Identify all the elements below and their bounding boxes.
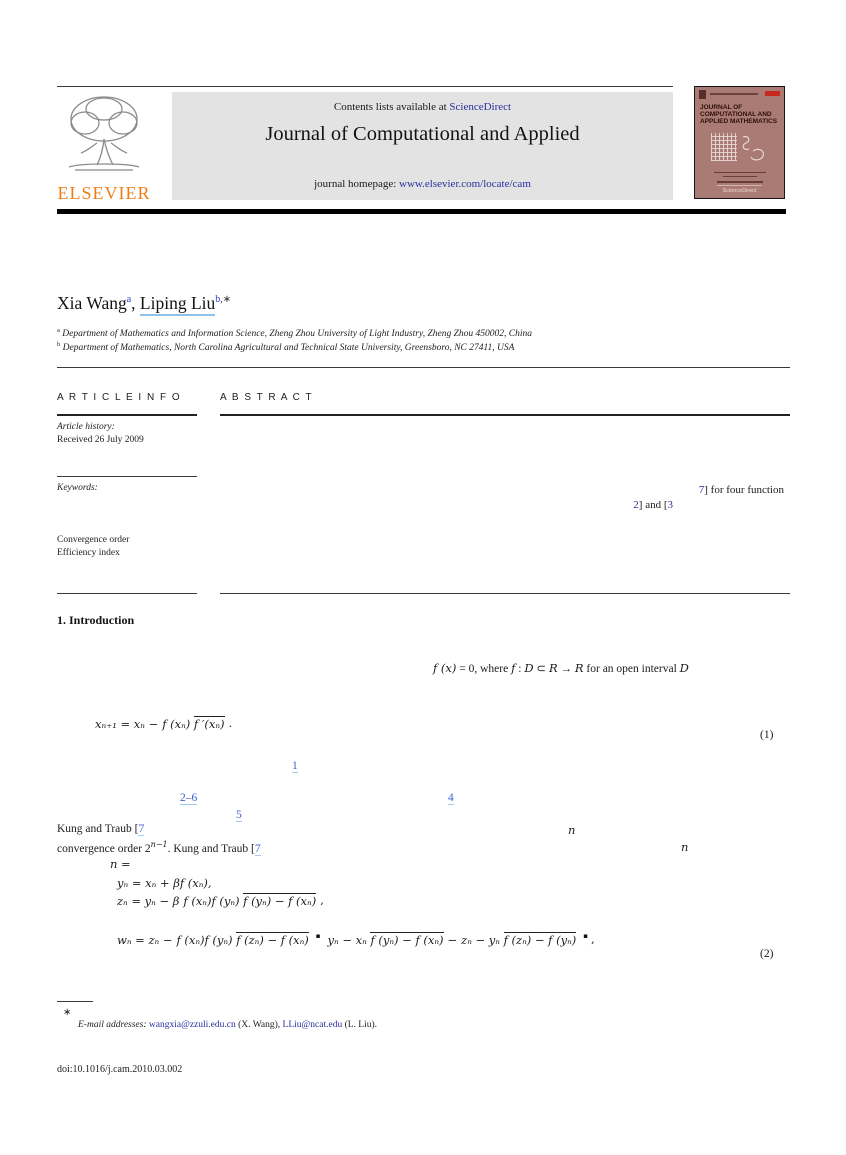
received-date: Received 26 July 2009 — [57, 435, 144, 445]
sciencedirect-link[interactable]: ScienceDirect — [449, 101, 512, 113]
eq1-denominator: f ′(xₙ) — [193, 717, 225, 731]
author-separator: , — [131, 293, 140, 313]
text: for an open interval — [583, 663, 680, 675]
text: . Kung and Traub [ — [167, 842, 255, 855]
text: Kung and Traub [ — [57, 823, 139, 835]
abstract-cite-7-link[interactable]: 7 — [698, 484, 705, 496]
abstract-fragment-1 — [220, 484, 784, 496]
math-D: D — [524, 661, 534, 675]
math-n-variable: n — [568, 823, 576, 837]
abstract-fragment-2-text: ] and [ — [638, 499, 668, 511]
header-top-rule — [57, 86, 673, 87]
citation-7-link[interactable]: 7 — [254, 842, 261, 855]
keywords-divider-rule — [57, 476, 197, 477]
eq2l2-comma: , — [320, 893, 324, 907]
elsevier-tree-icon — [61, 93, 147, 177]
email-wangxia-link[interactable]: wangxia@zzuli.edu.cn — [148, 1020, 236, 1030]
affiliation-a — [57, 327, 532, 339]
citation-1-link[interactable]: 1 — [292, 760, 298, 772]
contents-prefix: Contents lists available at — [333, 101, 450, 113]
paragraph-line-1 — [57, 823, 144, 835]
article-info-heading: A R T I C L E I N F O — [57, 392, 182, 403]
math-f: f — [511, 661, 516, 675]
author2-affiliation-mark: b — [215, 294, 221, 306]
abstract-rule — [220, 414, 790, 416]
equation-2-number: (2) — [760, 948, 774, 960]
abstract-heading: A B S T R A C T — [220, 392, 314, 403]
eq2l3-fraction-2 — [328, 933, 444, 947]
bracket-remnant-icon: ▪ — [315, 932, 321, 940]
author-line — [57, 293, 231, 314]
eq1-period: . — [228, 716, 233, 730]
eq2l2-numerator: f (xₙ)f (yₙ) — [183, 894, 240, 908]
cover-issue-highlight — [765, 91, 780, 96]
affiliation-a-text: Department of Mathematics and Information Science, Zheng Zhou University of Light Industry, Zheng Zhou 450002, China — [59, 329, 532, 340]
cover-brand-divider — [717, 185, 762, 186]
journal-title: Journal of Computational and Applied — [265, 123, 580, 145]
affiliation-b — [57, 341, 514, 353]
equation-2-line-1: yₙ = xₙ + βf (xₙ), — [117, 876, 212, 890]
abstract-fragment-1-text: ] for four function — [704, 484, 784, 496]
text: : — [515, 663, 525, 675]
eq2l2-fraction — [183, 894, 316, 908]
math-D: D — [679, 661, 689, 675]
eq2l2-lhs: zₙ = yₙ − β — [117, 894, 180, 908]
eq2l3-comma: , — [590, 932, 595, 946]
cover-caption-line — [714, 172, 766, 174]
cover-caption-lines — [695, 169, 784, 183]
math-R: R — [548, 661, 558, 675]
citation-2-6-link[interactable]: 2–6 — [180, 792, 198, 804]
eq2l3-f1-denominator: f (zₙ) − f (xₙ) — [236, 933, 309, 947]
cover-top-textline — [710, 93, 758, 95]
eq1-numerator: f (xₙ) — [162, 717, 191, 731]
footnote-star: ∗ — [63, 1007, 72, 1018]
doi-link[interactable]: doi:10.1016/j.cam.2010.03.002 — [57, 1064, 183, 1075]
text: convergence order 2 — [57, 842, 151, 855]
affiliation-b-mark: b — [57, 341, 61, 348]
eq2l2-denominator: f (yₙ) − f (xₙ) — [243, 894, 317, 908]
section-heading-introduction: 1. Introduction — [57, 613, 135, 627]
eq2l3-lhs: wₙ = zₙ − — [117, 933, 173, 947]
text: (X. Wang), — [235, 1020, 283, 1030]
keyword-item: Convergence order — [57, 535, 130, 545]
affiliation-a-mark: a — [57, 327, 60, 334]
bracket-remnant-icon: ▪ — [583, 932, 588, 940]
eq2l3-fraction-3 — [461, 933, 576, 947]
keywords-label: Keywords: — [57, 483, 98, 493]
math-fx: f (x) — [433, 661, 457, 675]
author1-affiliation-mark: a — [126, 294, 132, 306]
eq2l3-f1-numerator: f (xₙ)f (yₙ) — [176, 933, 233, 947]
eq2l3-f2-denominator: f (yₙ) − f (xₙ) — [370, 933, 444, 947]
cover-artwork — [709, 133, 771, 165]
journal-cover-thumbnail[interactable] — [694, 86, 785, 199]
eq2l3-f2-numerator: yₙ − xₙ — [327, 933, 367, 947]
cover-caption-line — [717, 181, 763, 183]
equation-2-line-2 — [117, 893, 324, 909]
equation-2-line-3 — [117, 932, 595, 948]
elsevier-wordmark: ELSEVIER — [57, 183, 151, 203]
email-lliu-link[interactable]: LLiu@ncat.edu — [282, 1020, 343, 1030]
eq2l3-fraction-1 — [176, 933, 308, 947]
cover-grid-graphic — [711, 133, 737, 161]
cover-title: JOURNAL OF COMPUTATIONAL AND APPLIED MATHEMATICS — [700, 104, 778, 125]
math-n-variable: n — [681, 840, 689, 854]
header-divider-bar — [57, 209, 786, 214]
article-history-label: Article history: — [57, 422, 115, 432]
eq1-lhs: xₙ₊₁ = xₙ − — [95, 717, 159, 731]
homepage-prefix: journal homepage: — [314, 178, 400, 190]
exponent-n-minus-1: n−1 — [150, 840, 168, 849]
homepage-url-link[interactable]: www.elsevier.com/locate/cam — [399, 178, 531, 190]
text: (L. Liu). — [342, 1020, 378, 1030]
eq1-fraction — [162, 717, 224, 731]
intro-open-line — [433, 661, 689, 675]
cover-elsevier-mark-icon — [699, 90, 706, 99]
email-label: E-mail addresses: — [78, 1020, 147, 1030]
article-info-rule — [57, 414, 197, 416]
author-xia-wang: Xia Wang — [57, 293, 127, 313]
keyword-item: Efficiency index — [57, 548, 120, 558]
citation-7-link[interactable]: 7 — [138, 823, 145, 835]
homepage-line — [314, 178, 531, 190]
cover-squiggle-icon — [737, 133, 771, 165]
abstract-fragment-2 — [220, 499, 673, 511]
elsevier-logo — [57, 93, 151, 204]
cover-sciencedirect-brand: ScienceDirect — [722, 188, 757, 194]
math-n-equals: n = — [110, 857, 131, 871]
abstract-bottom-rule — [220, 593, 790, 594]
email-line — [78, 1020, 377, 1030]
math-R: R — [574, 661, 584, 675]
footnote-rule — [57, 1001, 93, 1002]
citation-5-link[interactable]: 5 — [236, 809, 242, 821]
cover-caption-line — [723, 176, 757, 178]
abstract-cite-3-link[interactable]: 3 — [667, 499, 673, 511]
author-liping-liu-link[interactable]: Liping Liu — [140, 293, 215, 316]
article-info-bottom-rule — [57, 593, 197, 594]
arrow-symbol: → — [557, 663, 575, 675]
author-section-rule — [57, 367, 790, 368]
corresponding-author-mark: ,∗ — [220, 294, 232, 306]
affiliation-b-text: Department of Mathematics, North Carolina Agricultural and Technical State University, Greensboro, NC 27411, USA — [60, 343, 515, 354]
eq2l3-f3-denominator: f (zₙ) − f (yₙ) — [503, 933, 577, 947]
equation-1-number: (1) — [760, 729, 774, 741]
journal-header-box — [172, 92, 673, 200]
minus-sign: − — [447, 933, 458, 947]
text: = 0, where — [456, 663, 512, 675]
contents-line — [334, 101, 511, 113]
equation-1 — [95, 716, 232, 732]
cover-top-strip — [699, 90, 780, 99]
citation-4-link[interactable]: 4 — [448, 792, 454, 804]
subset-symbol: ⊂ — [533, 663, 549, 675]
abstract-cite-2-link[interactable]: 2 — [633, 499, 639, 511]
eq2l3-f3-numerator: zₙ − yₙ — [461, 933, 500, 947]
paragraph-line-2 — [57, 840, 261, 855]
